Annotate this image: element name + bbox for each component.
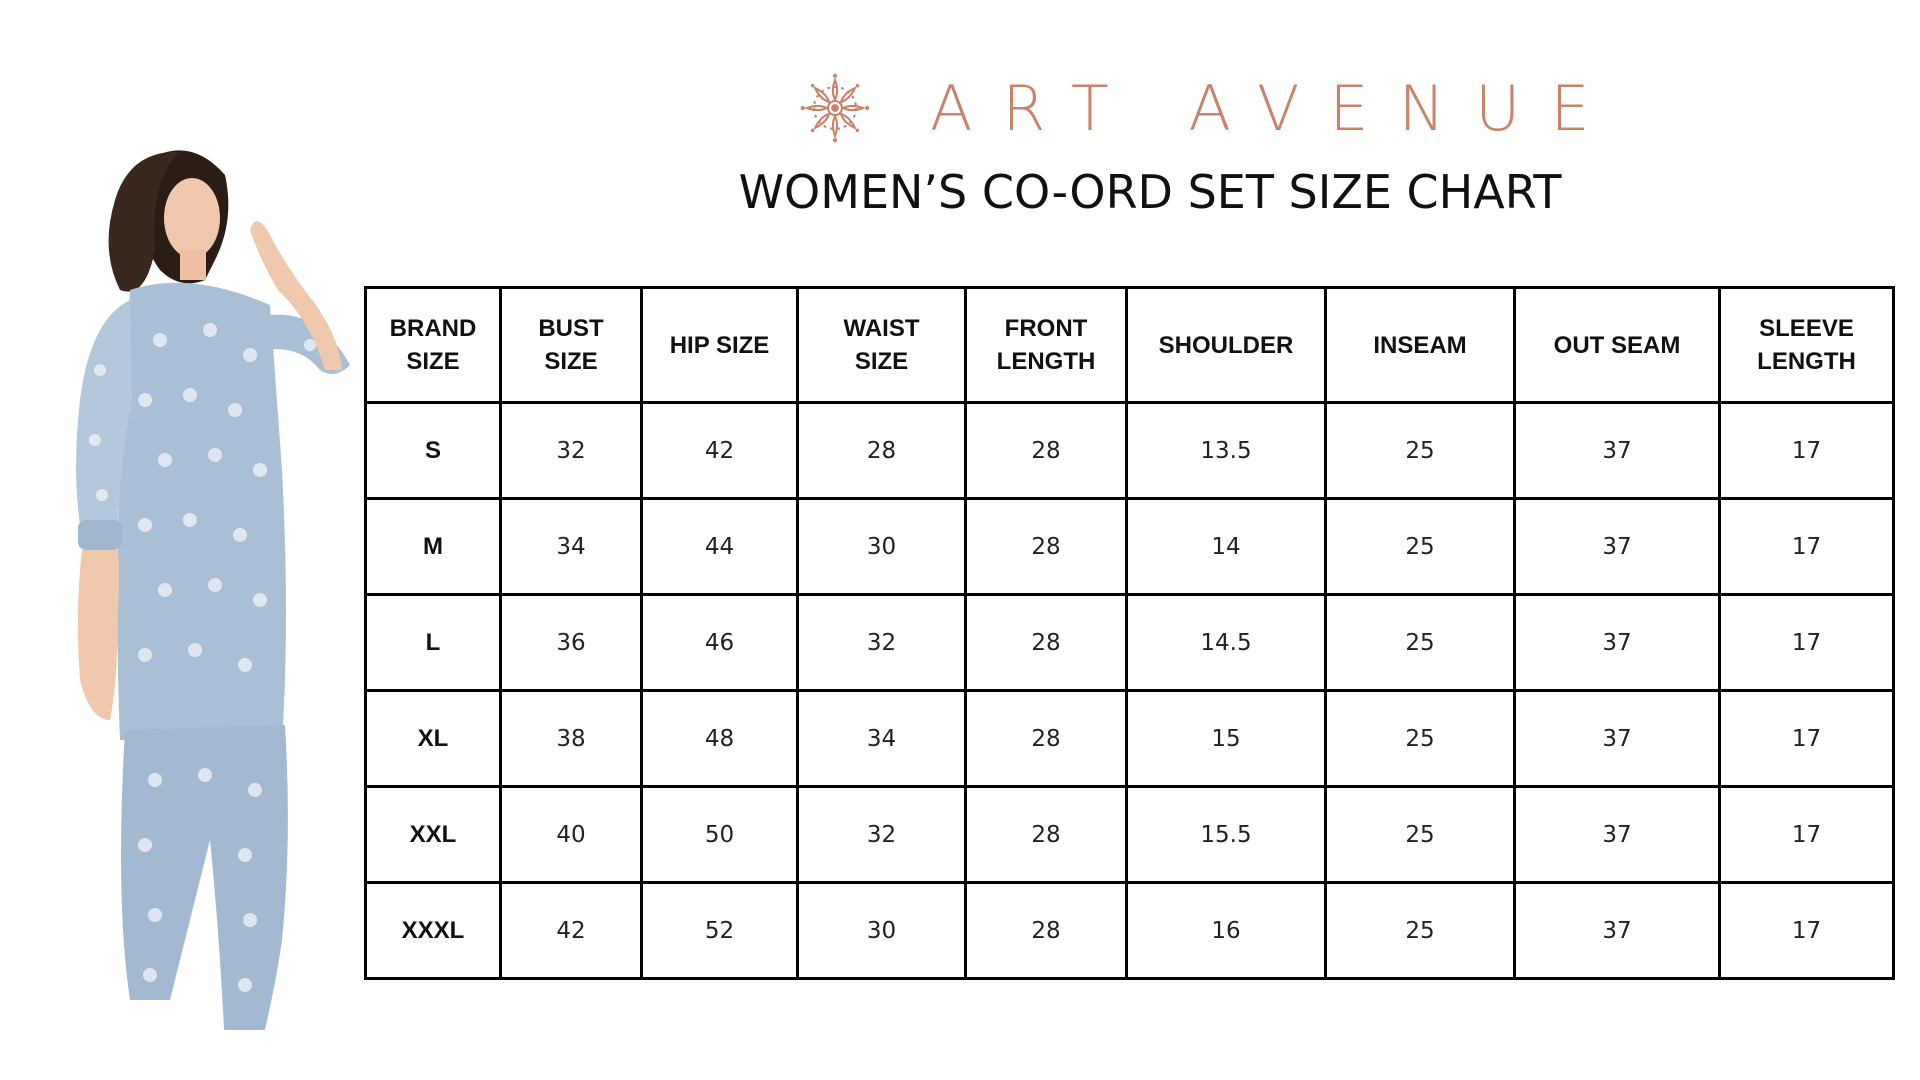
size-label-cell: L: [366, 595, 501, 691]
size-label-cell: XXL: [366, 787, 501, 883]
measurement-cell-waist-size: 30: [798, 883, 966, 979]
measurement-cell-hip-size: 50: [642, 787, 798, 883]
measurement-cell-sleeve-length: 17: [1720, 787, 1894, 883]
measurement-cell-out-seam: 37: [1515, 595, 1720, 691]
measurement-cell-out-seam: 37: [1515, 883, 1720, 979]
measurement-cell-bust-size: 42: [501, 883, 642, 979]
measurement-cell-inseam: 25: [1326, 595, 1515, 691]
column-header-brand-size: BRAND SIZE: [366, 288, 501, 403]
measurement-cell-bust-size: 34: [501, 499, 642, 595]
measurement-cell-shoulder: 14.5: [1127, 595, 1326, 691]
measurement-cell-sleeve-length: 17: [1720, 595, 1894, 691]
size-label-cell: XL: [366, 691, 501, 787]
measurement-cell-sleeve-length: 17: [1720, 499, 1894, 595]
column-header-inseam: INSEAM: [1326, 288, 1515, 403]
measurement-cell-front-length: 28: [966, 787, 1127, 883]
measurement-cell-front-length: 28: [966, 883, 1127, 979]
column-header-waist-size: WAIST SIZE: [798, 288, 966, 403]
table-row: [366, 403, 1894, 499]
measurement-cell-inseam: 25: [1326, 499, 1515, 595]
measurement-cell-shoulder: 14: [1127, 499, 1326, 595]
size-label-cell: S: [366, 403, 501, 499]
brand-header: [800, 70, 1620, 146]
column-header-sleeve-length: SLEEVE LENGTH: [1720, 288, 1894, 403]
measurement-cell-shoulder: 13.5: [1127, 403, 1326, 499]
measurement-cell-shoulder: 15.5: [1127, 787, 1326, 883]
measurement-cell-out-seam: 37: [1515, 499, 1720, 595]
column-header-hip-size: HIP SIZE: [642, 288, 798, 403]
brand-name: ART AVENUE: [930, 71, 1620, 145]
model-figure: [20, 140, 360, 1030]
table-row: [366, 787, 1894, 883]
measurement-cell-waist-size: 32: [798, 787, 966, 883]
measurement-cell-hip-size: 48: [642, 691, 798, 787]
measurement-cell-front-length: 28: [966, 595, 1127, 691]
measurement-cell-out-seam: 37: [1515, 403, 1720, 499]
table-row: [366, 595, 1894, 691]
measurement-cell-front-length: 28: [966, 499, 1127, 595]
measurement-cell-front-length: 28: [966, 691, 1127, 787]
size-table: [364, 286, 1895, 980]
measurement-cell-waist-size: 32: [798, 595, 966, 691]
measurement-cell-shoulder: 16: [1127, 883, 1326, 979]
measurement-cell-bust-size: 36: [501, 595, 642, 691]
measurement-cell-waist-size: 28: [798, 403, 966, 499]
measurement-cell-inseam: 25: [1326, 691, 1515, 787]
measurement-cell-sleeve-length: 17: [1720, 691, 1894, 787]
measurement-cell-hip-size: 42: [642, 403, 798, 499]
measurement-cell-hip-size: 52: [642, 883, 798, 979]
column-header-bust-size: BUST SIZE: [501, 288, 642, 403]
measurement-cell-hip-size: 44: [642, 499, 798, 595]
column-header-shoulder: SHOULDER: [1127, 288, 1326, 403]
measurement-cell-shoulder: 15: [1127, 691, 1326, 787]
measurement-cell-sleeve-length: 17: [1720, 883, 1894, 979]
measurement-cell-bust-size: 40: [501, 787, 642, 883]
table-row: [366, 499, 1894, 595]
measurement-cell-inseam: 25: [1326, 403, 1515, 499]
page-title: WOMEN’S CO-ORD SET SIZE CHART: [738, 165, 1562, 219]
measurement-cell-bust-size: 38: [501, 691, 642, 787]
measurement-cell-inseam: 25: [1326, 883, 1515, 979]
size-label-cell: M: [366, 499, 501, 595]
measurement-cell-inseam: 25: [1326, 787, 1515, 883]
table-row: [366, 691, 1894, 787]
measurement-cell-hip-size: 46: [642, 595, 798, 691]
size-label-cell: XXXL: [366, 883, 501, 979]
measurement-cell-out-seam: 37: [1515, 691, 1720, 787]
mandala-icon: [800, 73, 870, 143]
measurement-cell-bust-size: 32: [501, 403, 642, 499]
measurement-cell-sleeve-length: 17: [1720, 403, 1894, 499]
measurement-cell-waist-size: 30: [798, 499, 966, 595]
column-header-out-seam: OUT SEAM: [1515, 288, 1720, 403]
table-header-row: [366, 288, 1894, 403]
table-body: [366, 403, 1894, 979]
measurement-cell-waist-size: 34: [798, 691, 966, 787]
table-row: [366, 883, 1894, 979]
column-header-front-length: FRONT LENGTH: [966, 288, 1127, 403]
measurement-cell-out-seam: 37: [1515, 787, 1720, 883]
measurement-cell-front-length: 28: [966, 403, 1127, 499]
